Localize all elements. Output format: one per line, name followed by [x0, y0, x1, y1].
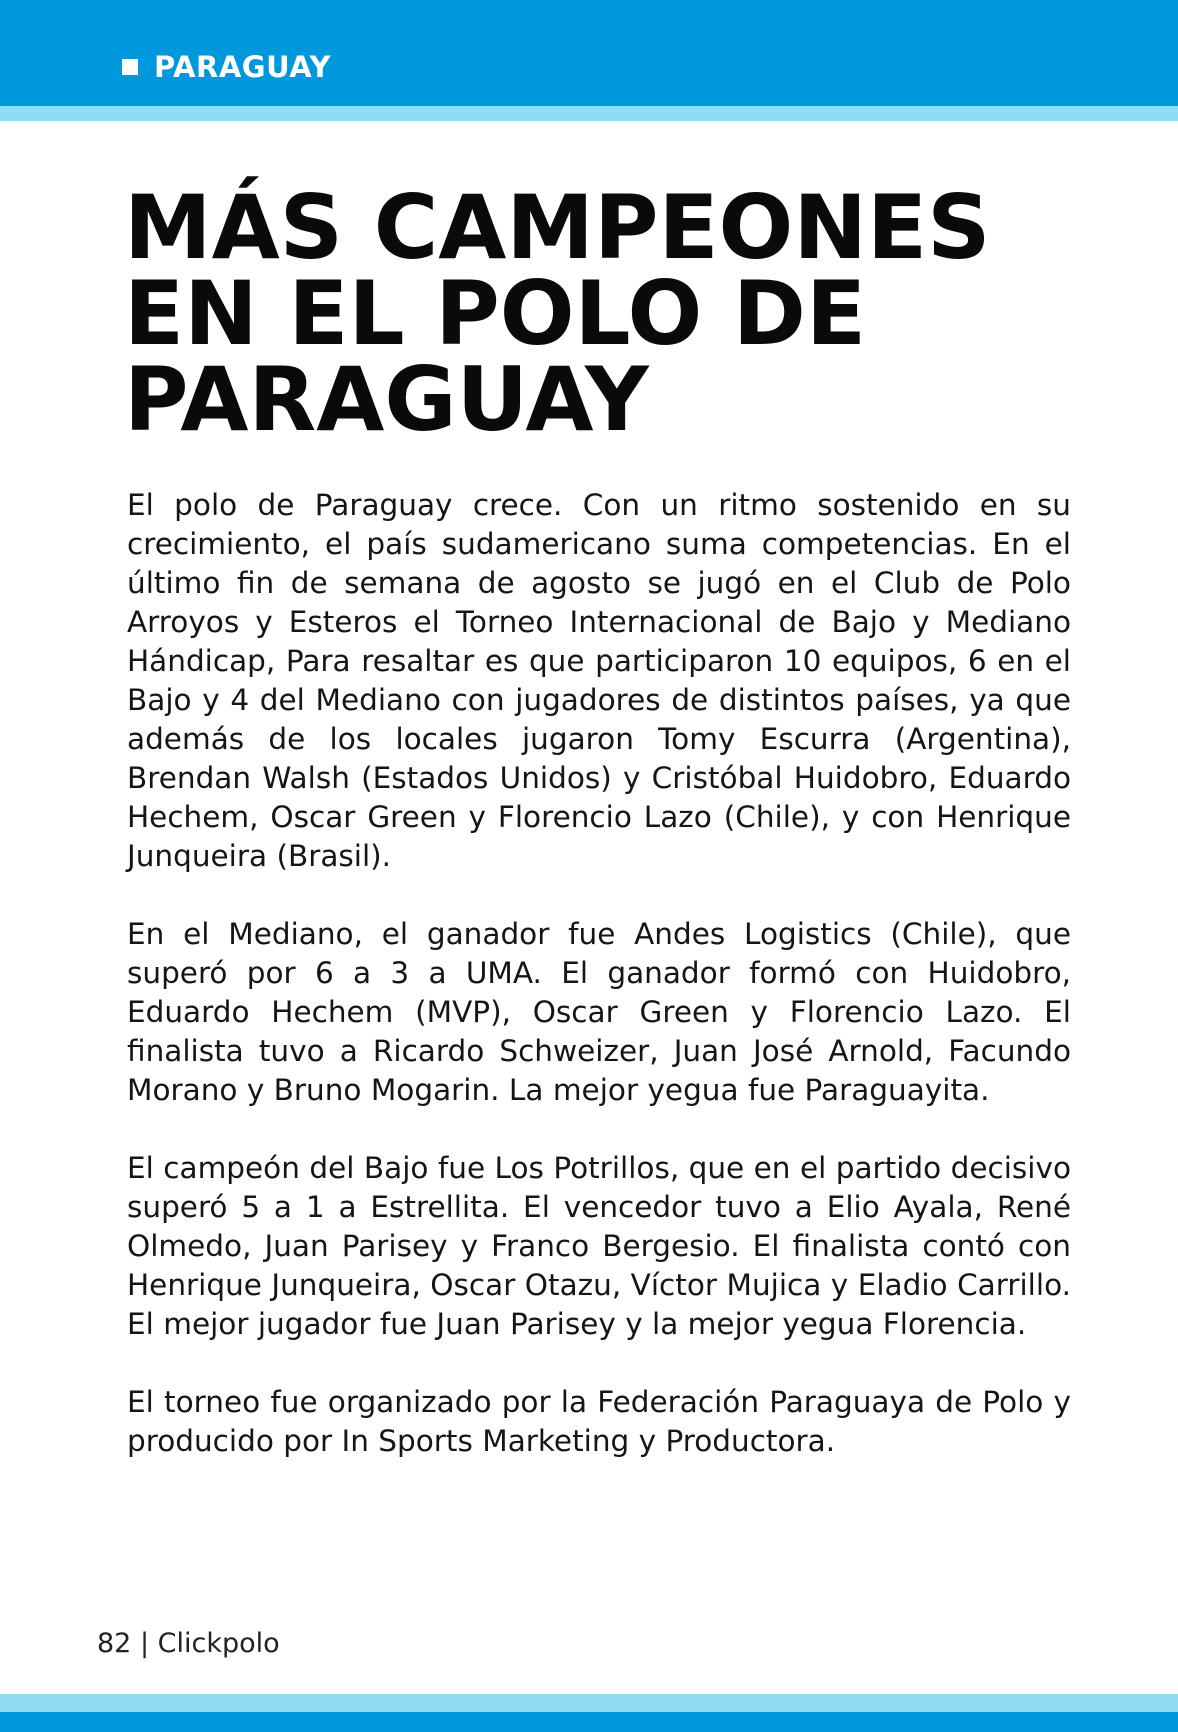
- footer-stripe: [0, 1694, 1178, 1712]
- article-paragraph: El torneo fue organizado por la Federación Paraguaya de Polo y producido por In Sports Marketing y Productora.: [127, 1385, 1071, 1458]
- section-label: PARAGUAY: [154, 50, 331, 84]
- article-title: [124, 176, 1084, 451]
- header-stripe: [0, 106, 1178, 121]
- footer-band: [0, 1712, 1178, 1732]
- square-bullet-icon: [122, 59, 138, 75]
- title-line: PARAGUAY: [124, 348, 649, 451]
- article-paragraph: El polo de Paraguay crece. Con un ritmo sostenido en su crecimiento, el país sudamericano suma competencias. En el último fin de semana de agosto se jugó en el Club de Polo Arroyos y Esteros el Torneo Internacional de Bajo y Mediano Hándicap, Para resaltar es que participaron 10 equipos, 6 en el Bajo y 4 del Mediano con jugadores de distintos países, ya que además de los locales jugaron Tomy Escurra (Argentina), Brendan Walsh (Estados Unidos) y Cristóbal Huidobro, Eduardo Hechem, Oscar Green y Florencio Lazo (Chile), y con Henrique Junqueira (Brasil).: [127, 488, 1071, 873]
- article-paragraph: El campeón del Bajo fue Los Potrillos, que en el partido decisivo superó 5 a 1 a Estrellita. El vencedor tuvo a Elio Ayala, René Olmedo, Juan Parisey y Franco Bergesio. El finalista contó con Henrique Junqueira, Oscar Otazu, Víctor Mujica y Eladio Carrillo. El mejor jugador fue Juan Parisey y la mejor yegua Florencia.: [127, 1151, 1071, 1341]
- title-line: EN EL POLO DE: [124, 262, 867, 365]
- title-line: MÁS CAMPEONES: [124, 176, 991, 279]
- article-paragraph: En el Mediano, el ganador fue Andes Logistics (Chile), que superó por 6 a 3 a UMA. El ganador formó con Huidobro, Eduardo Hechem (MVP), Oscar Green y Florencio Lazo. El finalista tuvo a Ricardo Schweizer, Juan José Arnold, Facundo Morano y Bruno Mogarin. La mejor yegua fue Paraguayita.: [127, 917, 1071, 1107]
- page-footer: 82 | Clickpolo: [97, 1628, 280, 1659]
- section-tag: [122, 50, 331, 84]
- article-body: [127, 486, 1071, 1500]
